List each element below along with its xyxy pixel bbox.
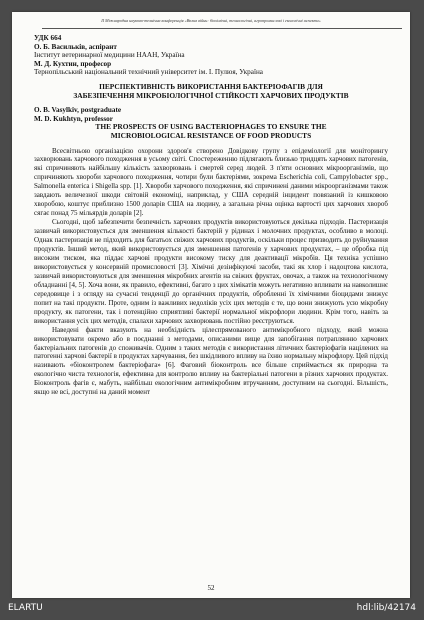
paragraph-3: Наведені факти вказують на необхідність цілеспрямованого антимікробного підходу, який можна використовувати окремо або в поєднанні з методами, описаними вище для запобігання потраплянню харчових бактеріальних патогенів до споживачів. Одним з таких методів є використання літичних бактеріофагів націлених на патогенні харчові бактерії в продуктах харчування, без шкідливого впливу на їхню нормальну мікрофлору. Цей підхід називають «біоконтролем бактеріофага» [6]. Фаговий біоконтроль все більше сприймається як природна та екологічно чиста технологія, ефективна для контролю впливу на бактеріальні патогени в різних харчових продуктах. Біоконтроль фагів є, мабуть, найбільш екологічним антимікробним втручанням, доступним на сьогодні. Більшість, якщо не всі, доступні на даний момент [34,325,388,397]
author-en-1: O. B. Vasylkiv, postgraduate [34,106,122,115]
running-header: ІІ Міжнародна науково-технічна конференція «Вплив війни: біохімічні, технологічні, агропромислові і екологічні аспекти» [101,18,321,23]
repository-label: ELARTU [8,603,43,613]
author-2-name: М. Д. Кухтин, професор [34,59,112,68]
title-ua-line-1: ПЕРСПЕКТИВНІСТЬ ВИКОРИСТАННЯ БАКТЕРІОФАГІВ ДЛЯ [99,81,323,91]
article-body [34,34,388,397]
author-en-2: M. D. Kukhtyn, professor [34,114,113,123]
udc-code: УДК 664 [34,34,62,42]
author-1-affiliation: Інститут ветеринарної медицини НААН, Україна [34,51,185,60]
document-page [12,12,410,598]
handle-id: hdl:lib/42174 [356,603,416,613]
paragraph-2: Сьогодні, щоб забезпечити безпечність харчових продуктів використовуються декілька підходів. Пастеризація зазвичай використовується для зменшення кількості бактерій у рідинах і молочних продуктах, особливо в молоці. Однак пастеризація не підходить для багатьох свіжих харчових продуктів, оскільки процес призводить до руйнування продуктів. Інший метод, який використовується для зменшення патогенів у харчових продуктах, – це обробка під високим тиском, яка піддає харчові продукти високому тиску для деактивації мікробів. Ця техніка успішно використовується у консервній промисловості [3]. Хімічні дезінфікуючі засоби, такі як хлор і надоцтова кислота, зазвичай використовуються для зменшення мікробних агентів на свіжих фруктах, овочах, а також на технологічному обладнанні [4, 5]. Хоча вони, як правило, ефективні, багато з цих хімікатів можуть негативно впливати на навколишнє середовище і з огляду на сучасні тенденції до органічних продуктів, обробленні їх хімічними біоцидами знижує попит на такі продукти. Проте, одним із важливих недоліків усіх цих методів є те, що вони знижують усю мікробну продукту, як патогени, так і потенційно сприятливі бактерії нормальної мікрофлори людини. Крім того, навіть за використання усіх цих методів, спалахи харчових захворювань постійно реєструються. [34,218,388,325]
title-en-line-1: THE PROSPECTS OF USING BACTERIOPHAGES TO ENSURE THE [95,122,327,132]
title-en-line-2: MICROBIOLOGICAL RESISTANCE OF FOOD PRODUCTS [110,130,312,140]
title-ua-line-2: ЗАБЕЗПЕЧЕННЯ МІКРОБІОЛОГІЧНОЇ СТІЙКОСТІ ХАРЧОВИХ ПРОДУКТІВ [73,90,349,100]
author-1-name: О. Б. Васильків, аспірант [34,42,117,51]
paragraph-1: Всесвітньою організацією охорони здоров'я створено Довідкову групу з епідеміології для моніторингу захворювань харчового походження в усьому світі. Спостереженню підлягають близько тридцять харчових патогенів, які спричиняють найбільшу кількість захворювань і смертей серед людей. З п'яти основних мікроорганізмів, що спричиняють хвороби харчового походження, чотири були бактеріями, зокрема Escherichia coli, Campylobacter spp., Salmonella enterica і Shigella spp. [1]. Хвороби харчового походження, які спричинені даними мікроорганізмами також завдають величезної шкоди світовій економіці, наприклад, у США середній інцидент повязаний із кишковою хворобою, коштує приблизно 1500 доларів США на людину, а загальна річна оцінка вартості цих харчових хвороб сягає понад 75 мільярдів доларів [2]. [34,146,388,218]
page-number: 52 [207,584,215,592]
header-rule [42,28,402,29]
author-2-affiliation: Тернопільський національний технічний університет ім. І. Пулюя, Україна [34,68,263,77]
